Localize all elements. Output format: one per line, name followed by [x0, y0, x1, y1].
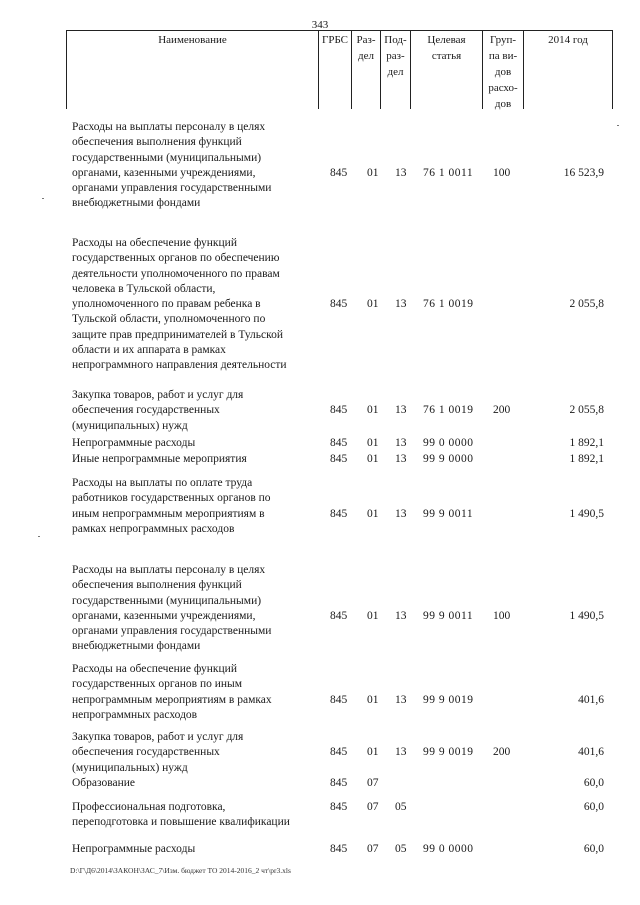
row-name-line: Образование — [72, 777, 136, 789]
header-gruppa-line: расхо- — [488, 82, 518, 94]
row-name — [72, 842, 327, 857]
razdel-cell: 01 — [367, 298, 379, 311]
celevaya-cell: 76 1 0019 — [423, 404, 474, 417]
amount-cell: 60,0 — [583, 777, 604, 789]
amount-cell: 2 055,8 — [569, 298, 604, 311]
podrazdel-cell: 13 — [395, 609, 407, 622]
gruppa-cell: 200 — [493, 404, 511, 417]
razdel-cell: 01 — [367, 453, 379, 465]
celevaya-cell: 99 9 0000 — [423, 453, 474, 465]
amount-cell: 16 523,9 — [563, 166, 604, 179]
podrazdel-cell: 13 — [395, 453, 407, 465]
row-name-line: обеспечения государственных — [72, 404, 220, 417]
grbs-cell: 845 — [330, 693, 348, 706]
podrazdel-cell: 13 — [395, 507, 407, 520]
header-gruppa-line: па ви- — [488, 50, 518, 62]
grbs-cell: 845 — [330, 404, 348, 417]
row-name-line: органами управления государственными — [72, 625, 272, 638]
celevaya-cell: 99 9 0019 — [423, 746, 474, 759]
row-name-line: непрограммного направления деятельности — [72, 359, 287, 372]
row-name-line: государственных органов по иным — [72, 678, 243, 691]
row-name-line: переподготовка и повышение квалификации — [72, 816, 290, 829]
header-podrazdel-line: Под- — [384, 34, 407, 46]
header-year-label: 2014 год — [548, 34, 588, 46]
row-name — [72, 120, 327, 212]
podrazdel-cell: 13 — [395, 404, 407, 417]
row-name — [72, 563, 327, 655]
razdel-cell: 01 — [367, 507, 379, 520]
podrazdel-cell: 13 — [395, 298, 407, 311]
podrazdel-cell: 05 — [395, 843, 407, 855]
row-name-line: уполномоченного по правам ребенка в — [72, 298, 261, 311]
podrazdel-cell: 13 — [395, 166, 407, 179]
grbs-cell: 845 — [330, 437, 348, 449]
gruppa-cell: 100 — [493, 166, 511, 179]
amount-cell: 2 055,8 — [569, 404, 604, 417]
row-name-line: Расходы на обеспечение функций — [72, 237, 237, 249]
header-name-label: Наименование — [158, 34, 227, 46]
header-gruppa-line: дов — [494, 98, 512, 110]
row-name-line: обеспечения государственных — [72, 746, 220, 759]
razdel-cell: 01 — [367, 404, 379, 417]
row-name-line: государственных органов по обеспечению — [72, 252, 280, 265]
header-gruppa-line: Груп- — [489, 34, 517, 46]
header-podrazdel — [380, 31, 410, 109]
grbs-cell: 845 — [330, 453, 348, 465]
row-name-line: Иные непрограммные мероприятия — [72, 453, 247, 465]
header-razdel-line: дел — [358, 50, 374, 62]
amount-cell: 401,6 — [578, 746, 604, 759]
row-name — [72, 730, 327, 776]
celevaya-cell: 99 9 0011 — [423, 507, 474, 520]
razdel-cell: 01 — [367, 609, 379, 622]
grbs-cell: 845 — [330, 843, 348, 855]
amount-cell: 1 490,5 — [569, 507, 604, 520]
razdel-cell: 01 — [367, 166, 379, 179]
row-name-line: Расходы на выплаты по оплате труда — [72, 477, 253, 489]
row-name-line: человека в Тульской области, — [72, 282, 216, 295]
razdel-cell: 01 — [367, 437, 379, 449]
header-gruppa — [482, 31, 523, 109]
header-grbs — [318, 31, 351, 109]
header-podrazdel-line: дел — [387, 66, 404, 78]
row-name — [72, 436, 327, 451]
row-name-line: Закупка товаров, работ и услуг для — [72, 731, 244, 743]
table-header — [66, 30, 613, 109]
row-name-line: Расходы на выплаты персоналу в целях — [72, 121, 266, 133]
row-name-line: органами, казенными учреждениями, — [72, 609, 256, 622]
razdel-cell: 01 — [367, 693, 379, 706]
celevaya-cell: 99 0 0000 — [423, 843, 474, 855]
row-name-line: органами, казенными учреждениями, — [72, 166, 256, 179]
page-number: 343 — [311, 19, 329, 31]
row-name-line: Тульской области, уполномоченного по — [72, 313, 266, 326]
row-name-line: защите прав предпринимателей в Тульской — [72, 328, 284, 341]
celevaya-cell: 99 9 0011 — [423, 609, 474, 622]
podrazdel-cell: 13 — [395, 437, 407, 449]
scan-speck — [617, 125, 619, 126]
celevaya-cell: 76 1 0019 — [423, 298, 474, 311]
row-name-line: внебюджетными фондами — [72, 197, 201, 210]
row-name-line: (муниципальных) нужд — [72, 419, 188, 432]
row-name — [72, 452, 327, 467]
header-year — [523, 31, 613, 109]
header-gruppa-line: дов — [494, 66, 512, 78]
scan-speck — [38, 536, 40, 537]
row-name-line: непрограммным мероприятиям в рамках — [72, 693, 272, 706]
row-name-line: Непрограммные расходы — [72, 437, 196, 449]
amount-cell: 60,0 — [583, 801, 604, 813]
grbs-cell: 845 — [330, 609, 348, 622]
gruppa-cell: 100 — [493, 609, 511, 622]
grbs-cell: 845 — [330, 746, 348, 759]
header-celevaya-line: статья — [431, 50, 462, 62]
header-grbs-label: ГРБС — [321, 34, 349, 46]
amount-cell: 1 490,5 — [569, 609, 604, 622]
row-name-line: Непрограммные расходы — [72, 843, 196, 855]
razdel-cell: 07 — [367, 777, 379, 789]
grbs-cell: 845 — [330, 166, 348, 179]
row-name-line: обеспечения выполнения функций — [72, 136, 242, 149]
header-celevaya-line: Целевая — [427, 34, 466, 46]
scan-speck — [42, 198, 44, 199]
razdel-cell: 07 — [367, 801, 379, 813]
row-name — [72, 662, 327, 723]
celevaya-cell: 76 1 0011 — [423, 166, 474, 179]
row-name — [72, 388, 327, 434]
row-name — [72, 236, 327, 374]
row-name-line: области и их аппарата в рамках — [72, 344, 226, 357]
header-podrazdel-line: раз- — [386, 50, 405, 62]
amount-cell: 60,0 — [583, 843, 604, 855]
header-celevaya — [410, 31, 482, 109]
amount-cell: 401,6 — [578, 693, 604, 706]
file-path-footer: D:\Г\Д6\2014\ЗАКОН\ЗАС_7\Изм. бюджет ТО 2014-2016_2 чт\pr3.xls — [70, 866, 291, 875]
row-name-line: обеспечения выполнения функций — [72, 579, 242, 592]
grbs-cell: 845 — [330, 507, 348, 520]
razdel-cell: 01 — [367, 746, 379, 759]
row-name-line: Расходы на выплаты персоналу в целях — [72, 564, 266, 576]
row-name-line: органами управления государственными — [72, 182, 272, 195]
grbs-cell: 845 — [330, 777, 348, 789]
row-name-line: рамках непрограммных расходов — [72, 522, 235, 535]
row-name-line: деятельности уполномоченного по правам — [72, 267, 280, 280]
grbs-cell: 845 — [330, 298, 348, 311]
row-name-line: иным непрограммным мероприятиям в — [72, 507, 265, 520]
header-razdel — [351, 31, 380, 109]
row-name-line: непрограммных расходов — [72, 708, 198, 721]
celevaya-cell: 99 9 0019 — [423, 693, 474, 706]
razdel-cell: 07 — [367, 843, 379, 855]
amount-cell: 1 892,1 — [569, 453, 604, 465]
row-name-line: Закупка товаров, работ и услуг для — [72, 389, 244, 401]
row-name-line: Расходы на обеспечение функций — [72, 663, 237, 675]
amount-cell: 1 892,1 — [569, 437, 604, 449]
podrazdel-cell: 13 — [395, 746, 407, 759]
header-name — [66, 31, 318, 109]
celevaya-cell: 99 0 0000 — [423, 437, 474, 449]
row-name-line: государственными (муниципальными) — [72, 594, 262, 607]
podrazdel-cell: 05 — [395, 801, 407, 813]
row-name — [72, 476, 327, 537]
row-name — [72, 800, 327, 831]
row-name-line: работников государственных органов по — [72, 492, 271, 505]
row-name-line: государственными (муниципальными) — [72, 151, 262, 164]
row-name-line: Профессиональная подготовка, — [72, 801, 226, 813]
podrazdel-cell: 13 — [395, 693, 407, 706]
header-razdel-line: Раз- — [356, 34, 376, 46]
row-name-line: (муниципальных) нужд — [72, 761, 188, 774]
row-name — [72, 776, 327, 791]
grbs-cell: 845 — [330, 801, 348, 813]
gruppa-cell: 200 — [493, 746, 511, 759]
row-name-line: внебюджетными фондами — [72, 640, 201, 653]
